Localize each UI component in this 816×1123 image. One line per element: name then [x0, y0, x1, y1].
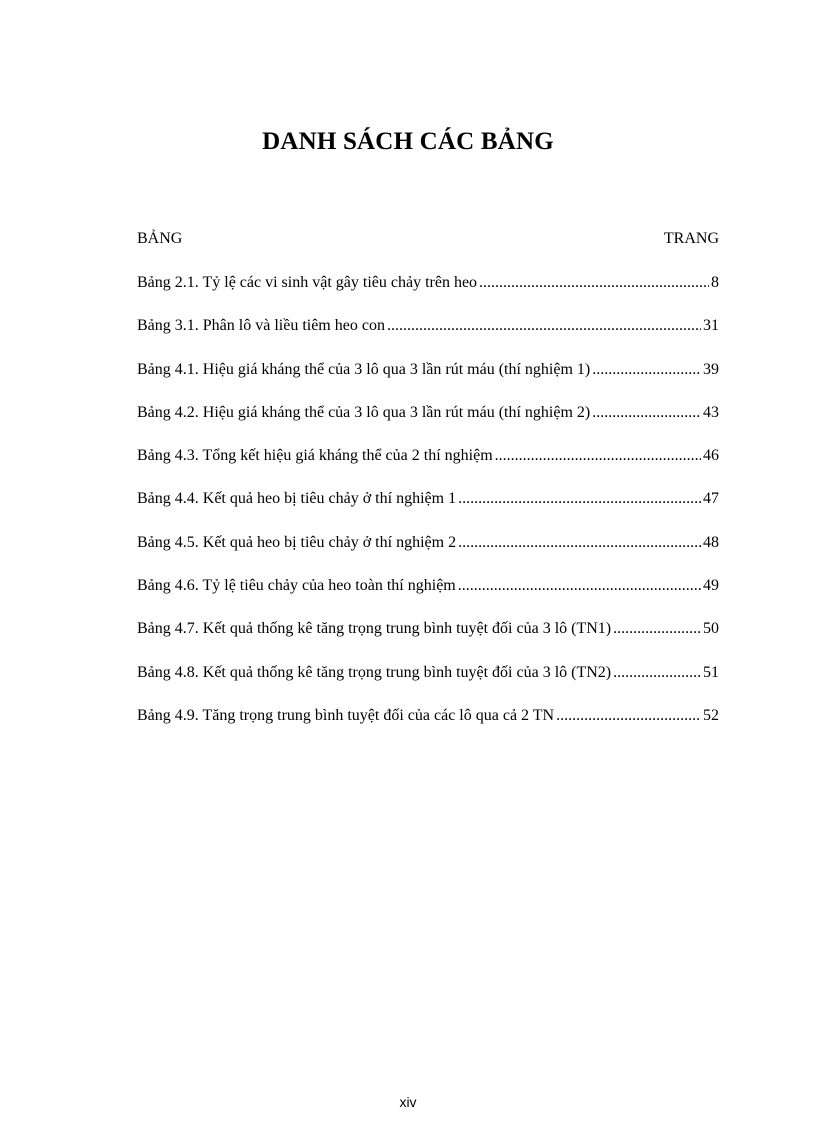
dot-leader: [479, 274, 709, 292]
toc-entry-title: Bảng 4.7. Kết quả thống kê tăng trọng trung bình tuyệt đối của 3 lô (TN1): [137, 620, 612, 638]
toc-entry[interactable]: [137, 274, 719, 317]
column-header-row: [137, 230, 719, 248]
toc-entry[interactable]: [137, 534, 719, 577]
column-header-page: TRANG: [663, 230, 719, 247]
toc-entry-page: 51: [703, 663, 719, 681]
toc-entry-title: Bảng 4.2. Hiệu giá kháng thể của 3 lô qua 3 lần rút máu (thí nghiệm 2): [137, 403, 591, 421]
toc-entry-title: Bảng 4.6. Tỷ lệ tiêu chảy của heo toàn thí nghiệm: [137, 577, 456, 595]
toc-entry[interactable]: [137, 664, 719, 707]
dot-leader: [387, 317, 701, 335]
toc-entry[interactable]: [137, 317, 719, 360]
toc-entry-page: 49: [703, 577, 719, 595]
column-header-table: BẢNG: [137, 230, 183, 247]
dot-leader: [556, 707, 701, 725]
toc-entry-page: 52: [703, 706, 719, 724]
toc-entry-title: Bảng 4.9. Tăng trọng trung bình tuyệt đối của các lô qua cả 2 TN: [137, 706, 555, 724]
toc-entry[interactable]: [137, 620, 719, 663]
toc-entry-page: 8: [711, 274, 719, 291]
toc-entry[interactable]: [137, 490, 719, 533]
toc-entry-title: Bảng 4.1. Hiệu giá kháng thể của 3 lô qua 3 lần rút máu (thí nghiệm 1): [137, 360, 591, 378]
dot-leader: [592, 361, 701, 379]
toc-entry-page: 46: [703, 447, 719, 465]
toc-entry-page: 50: [703, 620, 719, 638]
dot-leader: [458, 577, 701, 595]
toc-entry-page: 47: [703, 490, 719, 508]
page-number: xiv: [399, 1094, 417, 1110]
toc-entry[interactable]: [137, 404, 719, 447]
toc-entry-title: Bảng 3.1. Phân lô và liều tiêm heo con: [137, 317, 385, 335]
toc-entry[interactable]: [137, 707, 719, 750]
dot-leader: [495, 447, 701, 465]
toc-entry-title: Bảng 4.3. Tổng kết hiệu giá kháng thể của 2 thí nghiệm: [137, 447, 493, 465]
toc-entry-page: 43: [703, 403, 719, 421]
dot-leader: [592, 404, 701, 422]
page-title: DANH SÁCH CÁC BẢNG: [262, 128, 554, 155]
toc-entry-title: Bảng 4.8. Kết quả thống kê tăng trọng trung bình tuyệt đối của 3 lô (TN2): [137, 663, 612, 681]
toc-entry-title: Bảng 4.5. Kết quả heo bị tiêu chảy ở thí nghiệm 2: [137, 533, 457, 551]
toc-entry[interactable]: [137, 447, 719, 490]
toc-entry-page: 48: [703, 533, 719, 551]
toc-entry[interactable]: [137, 361, 719, 404]
dot-leader: [613, 664, 701, 682]
dot-leader: [458, 534, 701, 552]
toc-entry-page: 31: [703, 317, 719, 335]
dot-leader: [613, 620, 701, 638]
toc-entry[interactable]: [137, 577, 719, 620]
toc-entry-page: 39: [703, 360, 719, 378]
toc-entry-title: Bảng 2.1. Tỷ lệ các vi sinh vật gây tiêu chảy trên heo: [137, 274, 478, 291]
toc-entry-title: Bảng 4.4. Kết quả heo bị tiêu chảy ở thí nghiệm 1: [137, 490, 457, 508]
table-of-tables: [137, 274, 719, 750]
dot-leader: [458, 490, 701, 508]
